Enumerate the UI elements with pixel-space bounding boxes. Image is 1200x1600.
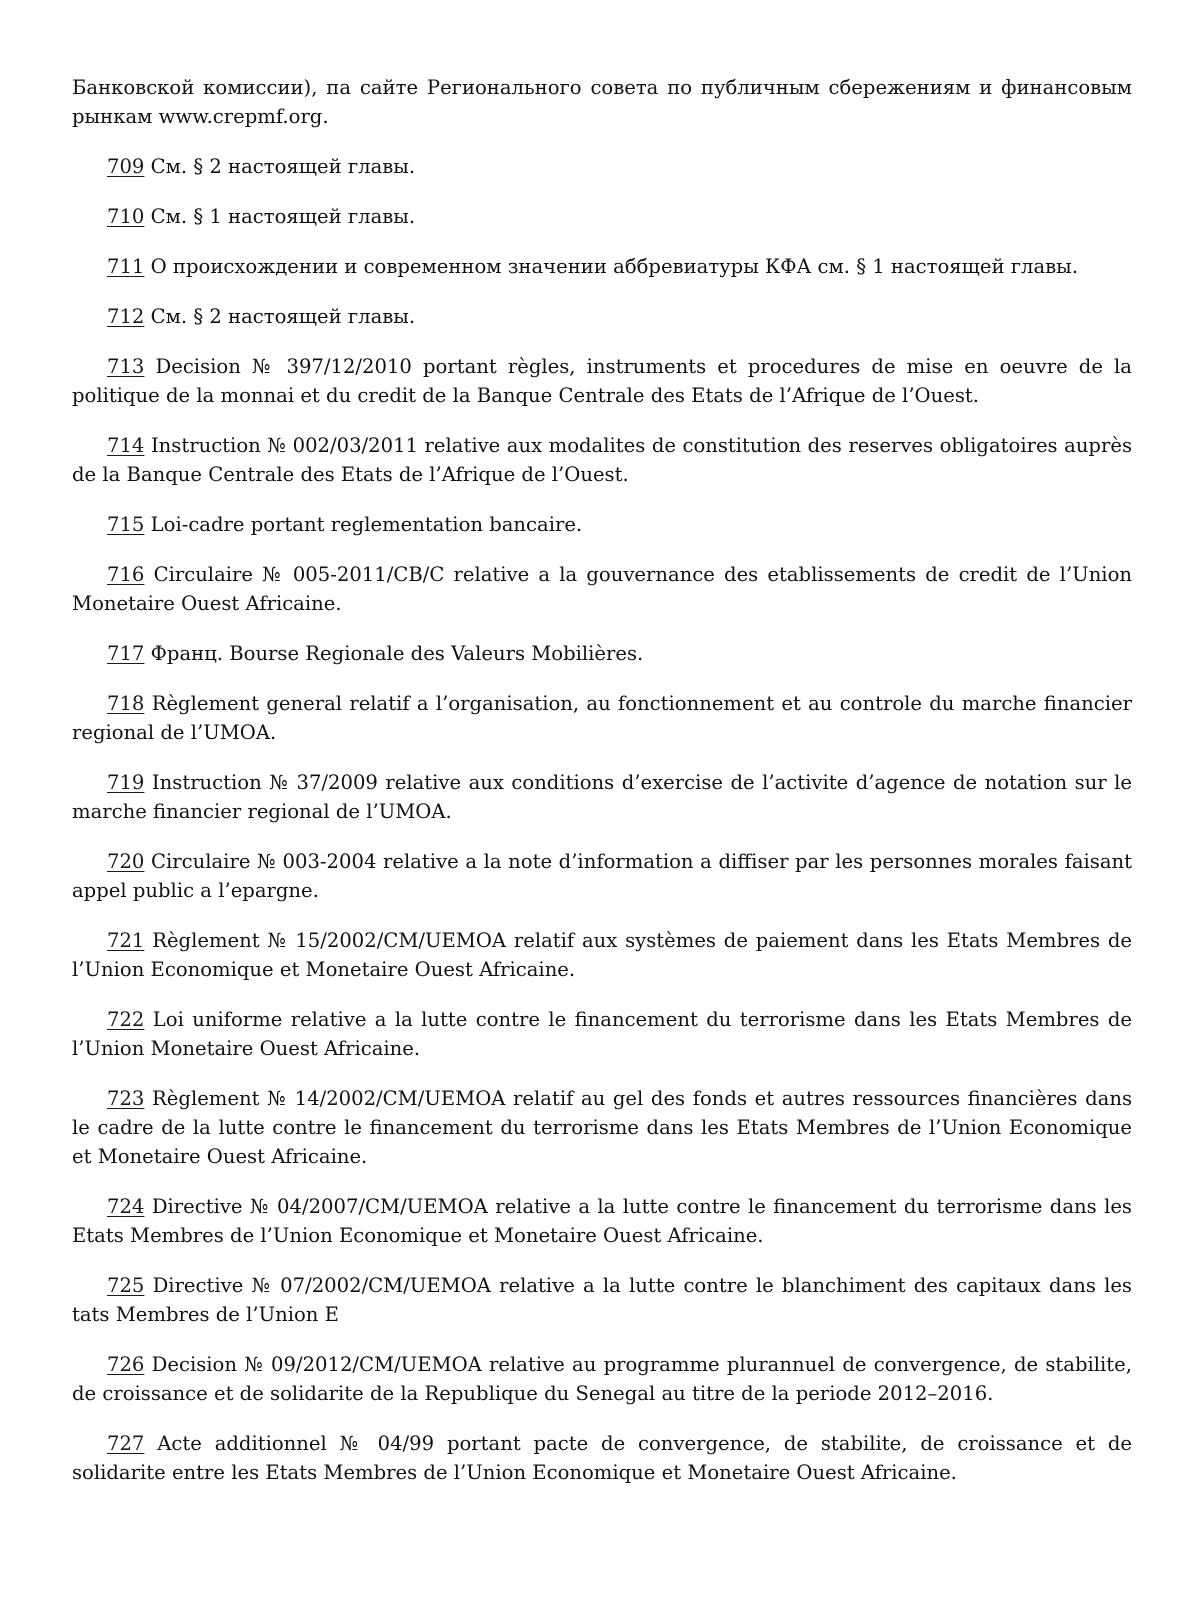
footnote-number-link[interactable]: 719: [107, 771, 145, 794]
footnote: [72, 252, 1132, 281]
footnote: [72, 352, 1132, 410]
footnote: [72, 926, 1132, 984]
continuation-paragraph: Банковской комиссии), па сайте Регионального совета по публичным сбережениям и финансовым рынкам www.crepmf.org.: [72, 76, 1132, 128]
footnote-number-link[interactable]: 712: [107, 305, 145, 328]
footnote-text: Directive № 04/2007/CM/UEMOA relative a la lutte contre le financement du terrorisme dans les Etats Membres de l’Union Economique et Monetaire Ouest Africaine.: [72, 1195, 1132, 1247]
footnote-number-link[interactable]: 724: [107, 1195, 145, 1218]
footnote: [72, 152, 1132, 181]
footnote-number-link[interactable]: 723: [107, 1087, 145, 1110]
footnote-text: Decision № 397/12/2010 portant règles, instruments et procedures de mise en oeuvre de la politique de la monnai et du credit de la Banque Centrale des Etats de l’Afrique de l’Ouest.: [72, 355, 1132, 407]
footnote-number-link[interactable]: 727: [107, 1432, 145, 1455]
footnote: [72, 1084, 1132, 1171]
footnote-text: Loi-cadre portant reglementation bancaire.: [150, 513, 583, 536]
footnote-number-link[interactable]: 721: [107, 929, 145, 952]
footnote: [72, 847, 1132, 905]
footnote-text: Decision № 09/2012/CM/UEMOA relative au programme plurannuel de convergence, de stabilite, de croissance et de solidarite de la Republique du Senegal au titre de la periode 2012–2016.: [72, 1353, 1132, 1405]
footnote: [72, 1429, 1132, 1487]
footnote-number-link[interactable]: 709: [107, 155, 145, 178]
footnote-text: См. § 2 настоящей главы.: [150, 305, 416, 328]
footnote: [72, 1005, 1132, 1063]
footnote: [72, 1350, 1132, 1408]
footnote-text: Acte additionnel № 04/99 portant pacte de convergence, de stabilite, de croissance et de solidarite entre les Etats Membres de l’Union Economique et Monetaire Ouest Africaine.: [72, 1432, 1133, 1484]
footnote: [72, 510, 1132, 539]
footnote-text: Règlement № 14/2002/CM/UEMOA relatif au gel des fonds et autres ressources financières dans le cadre de la lutte contre le financement du terrorisme dans les Etats Membres de l’Union Economique et Monetaire Ouest Africaine.: [72, 1087, 1133, 1168]
footnote-number-link[interactable]: 720: [107, 850, 145, 873]
footnote: [72, 431, 1132, 489]
footnote-text: Instruction № 002/03/2011 relative aux modalites de constitution des reserves obligatoires auprès de la Banque Centrale des Etats de l’Afrique de l’Ouest.: [72, 434, 1132, 486]
footnote-number-link[interactable]: 717: [107, 642, 145, 665]
footnote-text: См. § 1 настоящей главы.: [150, 205, 416, 228]
footnote-number-link[interactable]: 714: [107, 434, 145, 457]
footnote: [72, 560, 1132, 618]
footnote-number-link[interactable]: 716: [107, 563, 145, 586]
footnote-number-link[interactable]: 718: [107, 692, 145, 715]
footnote-number-link[interactable]: 711: [107, 255, 145, 278]
footnote-text: Circulaire № 005-2011/CB/C relative a la gouvernance des etablissements de credit de l’Union Monetaire Ouest Africaine.: [72, 563, 1132, 615]
footnote-number-link[interactable]: 725: [107, 1274, 145, 1297]
footnote: [72, 1271, 1132, 1329]
footnote-number-link[interactable]: 726: [107, 1353, 145, 1376]
footnote-number-link[interactable]: 713: [107, 355, 145, 378]
footnote: [72, 768, 1132, 826]
footnote-text: Règlement general relatif a l’organisation, au fonctionnement et au controle du marche financier regional de l’UMOA.: [72, 692, 1132, 744]
footnote: [72, 202, 1132, 231]
footnote-text: Règlement № 15/2002/CM/UEMOA relatif aux systèmes de paiement dans les Etats Membres de l’Union Economique et Monetaire Ouest Africaine.: [72, 929, 1132, 981]
footnote-text: Circulaire № 003-2004 relative a la note d’information a diffiser par les personnes morales faisant appel public a l’epargne.: [72, 850, 1132, 902]
footnote-text: См. § 2 настоящей главы.: [150, 155, 416, 178]
footnote-number-link[interactable]: 710: [107, 205, 145, 228]
footnote: [72, 689, 1132, 747]
footnote-text: Франц. Bourse Regionale des Valeurs Mobilières.: [150, 642, 644, 665]
footnote: [72, 302, 1132, 331]
footnote-text: Directive № 07/2002/CM/UEMOA relative a la lutte contre le blanchiment des capitaux dans les tats Membres de l’Union E: [72, 1274, 1132, 1326]
document-page: [72, 73, 1132, 1508]
footnote: [72, 639, 1132, 668]
footnote-text: Instruction № 37/2009 relative aux conditions d’exercise de l’activite d’agence de notation sur le marche financier regional de l’UMOA.: [72, 771, 1132, 823]
footnote-number-link[interactable]: 722: [107, 1008, 145, 1031]
footnote-text: Loi uniforme relative a la lutte contre le financement du terrorisme dans les Etats Membres de l’Union Monetaire Ouest Africaine.: [72, 1008, 1132, 1060]
footnote-number-link[interactable]: 715: [107, 513, 145, 536]
footnote: [72, 1192, 1132, 1250]
footnote-text: О происхождении и современном значении аббревиатуры КФА см. § 1 настоящей главы.: [150, 255, 1078, 278]
